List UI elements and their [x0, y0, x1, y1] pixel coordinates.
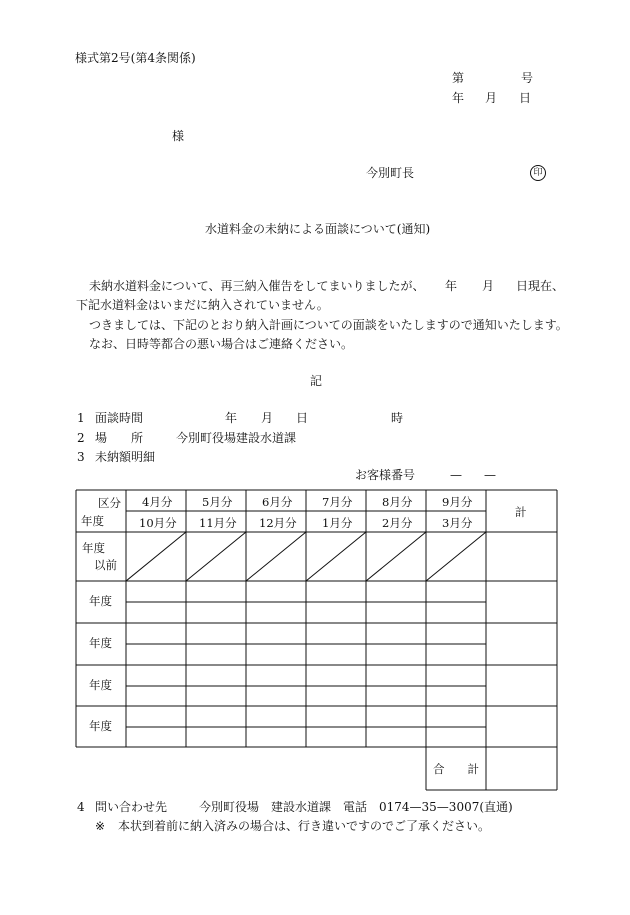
table-diagonal	[126, 532, 186, 581]
table-corner-nendo: 年度	[81, 514, 104, 528]
month-header-top: 4月分	[142, 495, 173, 509]
table-diagonal	[186, 532, 246, 581]
table-diagonal	[426, 532, 486, 581]
document-title: 水道料金の未納による面談について(通知)	[205, 222, 431, 236]
body-paragraph-1a: 未納水道料金について、再三納入催告をしてまいりましたが、	[89, 279, 425, 293]
form-number: 様式第2号(第4条関係)	[75, 51, 196, 65]
total-column-header: 計	[515, 505, 527, 519]
meeting-day: 日	[296, 411, 309, 425]
contact-info: 今別町役場 建設水道課 電話 0174—35—3007(直通)	[199, 800, 513, 814]
year-row-label: 年度	[89, 636, 112, 650]
meeting-hour: 時	[391, 411, 404, 425]
date-month: 月	[485, 91, 498, 105]
meeting-month: 月	[261, 411, 274, 425]
seal-icon: 印	[530, 165, 546, 181]
contact-label: 問い合わせ先	[95, 800, 168, 814]
item-1-label: 面談時間	[95, 411, 144, 425]
note-text: 本状到着前に納入済みの場合は、行き違いですのでご了承ください。	[118, 819, 491, 833]
year-row-label: 年度	[89, 594, 112, 608]
addressee-suffix: 様	[172, 129, 185, 143]
item-2-number: 2	[77, 431, 85, 445]
item-4-number: 4	[77, 800, 85, 814]
body-p1-month: 月	[482, 279, 495, 293]
grand-total-label: 合 計	[433, 762, 479, 776]
month-header-bottom: 3月分	[442, 516, 473, 530]
month-header-bottom: 1月分	[322, 516, 353, 530]
customer-number-label: お客様番号	[355, 468, 416, 482]
sender-name: 今別町長	[366, 166, 415, 180]
customer-number-dash-2: —	[484, 468, 496, 482]
month-header-bottom: 10月分	[139, 516, 177, 530]
body-paragraph-3: なお、日時等都合の悪い場合はご連絡ください。	[89, 337, 354, 351]
month-header-top: 6月分	[262, 495, 293, 509]
table-diagonal	[306, 532, 366, 581]
prior-years-label-2: 以前	[94, 558, 117, 572]
body-paragraph-2: つきましては、下記のとおり納入計画についての面談をいたしますので通知いたします。	[89, 318, 568, 332]
body-paragraph-1b: 下記水道料金はいまだに納入されていません。	[76, 298, 329, 312]
ki-heading: 記	[310, 374, 323, 388]
item-3-number: 3	[77, 450, 85, 464]
meeting-year: 年	[225, 411, 238, 425]
note-mark: ※	[95, 819, 106, 833]
item-2-label: 場 所	[95, 431, 144, 445]
year-row-label: 年度	[89, 678, 112, 692]
year-row-label: 年度	[89, 719, 112, 733]
month-header-top: 7月分	[322, 495, 353, 509]
item-2-value: 今別町役場建設水道課	[176, 431, 297, 445]
item-1-number: 1	[77, 411, 85, 425]
body-p1-year: 年	[445, 279, 458, 293]
doc-number-suffix: 号	[521, 71, 534, 85]
item-3-label: 未納額明細	[95, 450, 156, 464]
doc-number-prefix: 第	[452, 71, 465, 85]
prior-years-label-1: 年度	[82, 541, 105, 555]
month-header-bottom: 11月分	[199, 516, 237, 530]
table-diagonal	[246, 532, 306, 581]
table-corner-kubun: 区分	[98, 496, 121, 510]
table-diagonal	[366, 532, 426, 581]
date-day: 日	[519, 91, 532, 105]
month-header-top: 8月分	[382, 495, 413, 509]
month-header-top: 5月分	[202, 495, 233, 509]
date-year: 年	[452, 91, 465, 105]
customer-number-dash-1: —	[450, 468, 462, 482]
month-header-bottom: 12月分	[259, 516, 297, 530]
month-header-top: 9月分	[442, 495, 473, 509]
body-p1-day: 日現在、	[516, 279, 565, 293]
month-header-bottom: 2月分	[382, 516, 413, 530]
